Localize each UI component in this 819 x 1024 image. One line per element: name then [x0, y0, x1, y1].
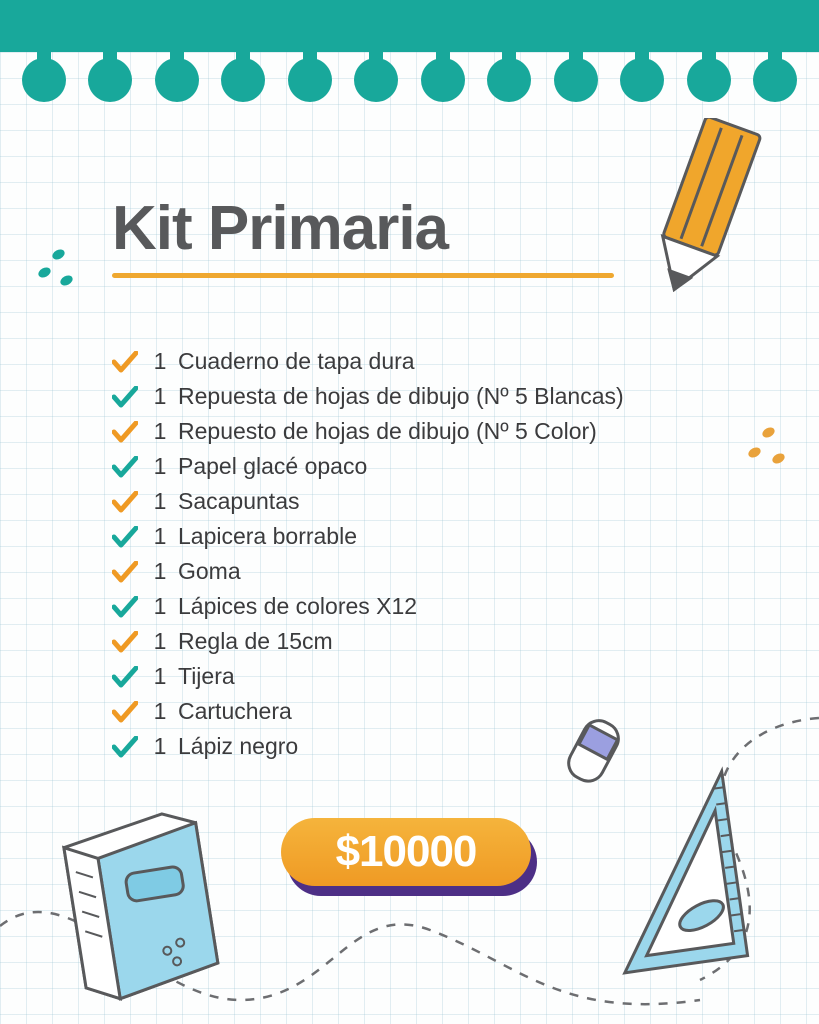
item-quantity: 1: [153, 418, 167, 444]
price-badge: [281, 818, 531, 890]
list-item: [108, 659, 768, 694]
list-item: [108, 729, 768, 764]
triangle-ruler-icon: [596, 766, 796, 986]
list-item: [108, 344, 768, 379]
list-item: [108, 624, 768, 659]
item-quantity: 1: [153, 348, 167, 374]
item-label: Tijera: [178, 663, 235, 689]
item-quantity: 1: [153, 558, 167, 584]
check-teal-icon: [108, 736, 142, 758]
check-orange-icon: [108, 631, 142, 653]
check-orange-icon: [108, 421, 142, 443]
list-item: [108, 554, 768, 589]
list-item: [108, 379, 768, 414]
item-quantity: 1: [153, 663, 167, 689]
page-title: Kit Primaria: [112, 194, 449, 263]
check-teal-icon: [108, 666, 142, 688]
item-label: Cuaderno de tapa dura: [178, 348, 415, 374]
item-label: Lápices de colores X12: [178, 593, 418, 619]
item-quantity: 1: [153, 698, 167, 724]
item-quantity: 1: [153, 383, 167, 409]
list-item: [108, 589, 768, 624]
item-quantity: 1: [153, 488, 167, 514]
list-item: [108, 484, 768, 519]
list-item: [108, 519, 768, 554]
title-block: [112, 196, 672, 278]
title-underline: [112, 273, 614, 278]
supplies-list: [108, 344, 768, 764]
item-label: Lápiz negro: [178, 733, 299, 759]
item-label: Regla de 15cm: [178, 628, 333, 654]
check-orange-icon: [108, 491, 142, 513]
check-teal-icon: [108, 386, 142, 408]
check-orange-icon: [108, 561, 142, 583]
list-item: [108, 694, 768, 729]
check-teal-icon: [108, 456, 142, 478]
item-label: Lapicera borrable: [178, 523, 358, 549]
item-label: Cartuchera: [178, 698, 292, 724]
item-quantity: 1: [153, 453, 167, 479]
check-orange-icon: [108, 351, 142, 373]
price-value: $10000: [335, 827, 477, 876]
list-item: [108, 414, 768, 449]
price-pill: [281, 818, 531, 886]
check-orange-icon: [108, 701, 142, 723]
item-label: Papel glacé opaco: [178, 453, 368, 479]
item-quantity: 1: [153, 523, 167, 549]
item-label: Repuesto de hojas de dibujo (Nº 5 Color): [178, 418, 597, 444]
book-icon: [48, 806, 238, 1006]
item-quantity: 1: [153, 628, 167, 654]
check-teal-icon: [108, 526, 142, 548]
item-quantity: 1: [153, 593, 167, 619]
item-quantity: 1: [153, 733, 167, 759]
check-teal-icon: [108, 596, 142, 618]
item-label: Repuesta de hojas de dibujo (Nº 5 Blancas): [178, 383, 624, 409]
item-label: Goma: [178, 558, 241, 584]
list-item: [108, 449, 768, 484]
top-banner: [0, 0, 819, 52]
seed-dots-left: [38, 250, 98, 300]
item-label: Sacapuntas: [178, 488, 300, 514]
